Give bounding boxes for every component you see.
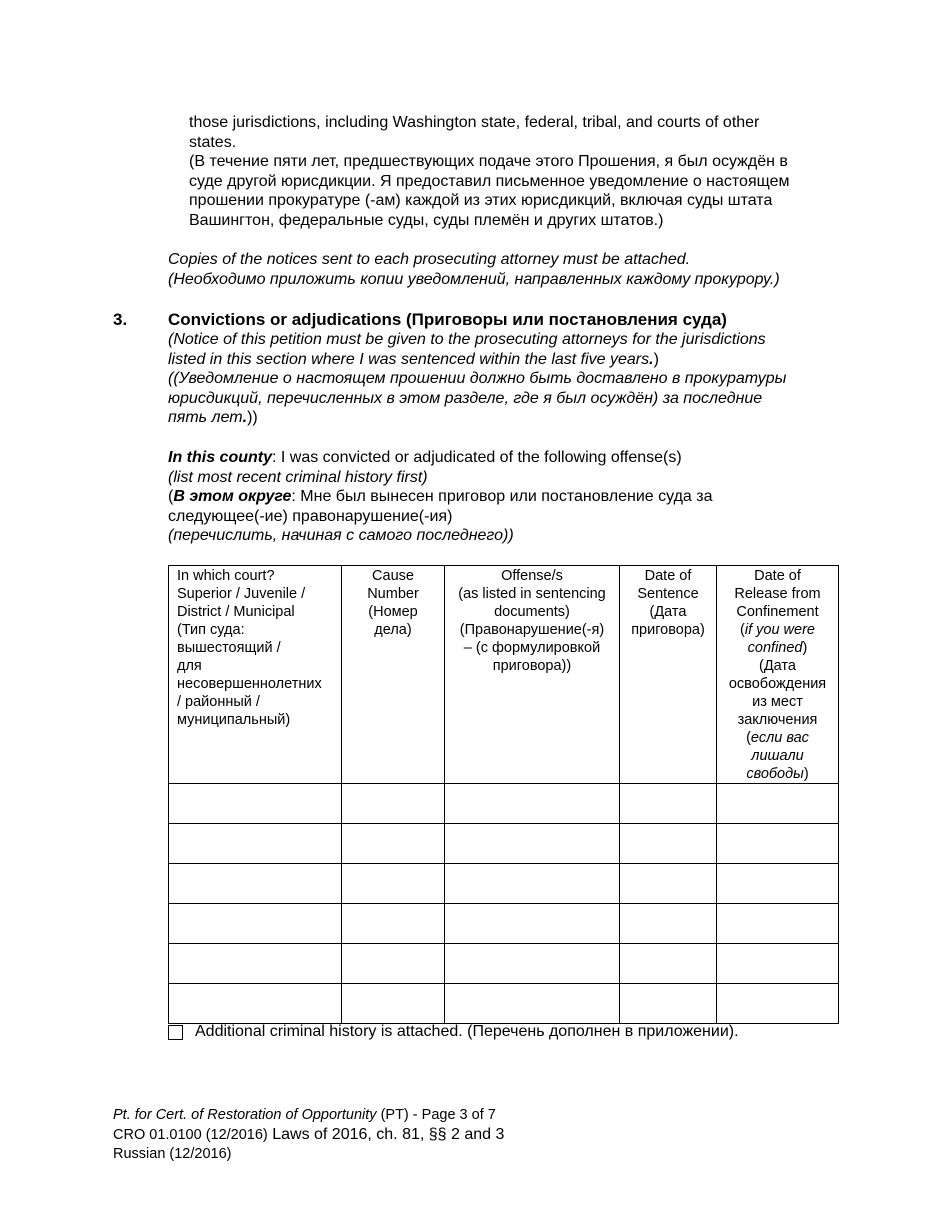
sentence-date-cell[interactable] [620,944,717,984]
county-label-ru: В этом округе [173,488,292,505]
convictions-table [168,565,839,1024]
footer-line-2: CRO 01.0100 (12/2016) Laws of 2016, ch. 81, §§ 2 and 3 [113,1126,505,1143]
table-row [169,904,839,944]
county-list-ru: (перечислить, начиная с самого последнего)) [168,527,514,544]
cause-number-cell[interactable] [342,944,445,984]
section-notice [168,330,858,428]
offense-cell[interactable] [445,984,620,1024]
table-row [169,944,839,984]
footer-line-1: Pt. for Cert. of Restoration of Opportunity (PT) - Page 3 of 7 [113,1107,496,1123]
county-ru-line-2: следующее(-ие) правонарушение(-ия) [168,507,453,525]
header-court: In which court? Superior / Juvenile / District / Municipal (Тип суда: вышестоящий / для несовершеннолетних / районный / муниципальный) [169,566,342,784]
sentence-date-cell[interactable] [620,864,717,904]
release-date-cell[interactable] [717,984,839,1024]
cause-number-cell[interactable] [342,904,445,944]
additional-history-option[interactable] [168,1022,868,1042]
release-date-cell[interactable] [717,904,839,944]
table-row [169,984,839,1024]
additional-history-checkbox[interactable] [168,1025,183,1040]
county-ru: (В этом округе: Мне был вынесен приговор или постановление суда за [168,488,713,505]
page-footer [113,1106,504,1164]
court-cell[interactable] [169,784,342,824]
intro-en-line-2: states. [189,133,237,151]
intro-paragraph [189,113,849,230]
sentence-date-cell[interactable] [620,824,717,864]
header-date-of-sentence: Date of Sentence (Дата приговора) [620,566,717,784]
release-date-cell[interactable] [717,824,839,864]
cause-number-cell[interactable] [342,784,445,824]
release-date-cell[interactable] [717,864,839,904]
header-date-of-release: Date of Release from Confinement (if you were confined) (Дата освобождения из мест заключения (если вас лишали свободы) [717,566,839,784]
sentence-date-cell[interactable] [620,904,717,944]
cause-number-cell[interactable] [342,864,445,904]
table-row [169,824,839,864]
cause-number-cell[interactable] [342,984,445,1024]
intro-ru-line-3: прошении прокуратуре (-ам) каждой из этих юрисдикций, включая суды штата [189,192,773,209]
notice-ru-line-2: юрисдикций, перечисленных в этом разделе, где я был осуждён) за последние [168,389,763,407]
table-header-row [169,566,839,784]
notice-ru-line-1: ((Уведомление о настоящем прошении должно быть доставлено в прокуратуры [168,370,787,387]
court-cell[interactable] [169,824,342,864]
county-en: In this county: I was convicted or adjudicated of the following offense(s) [168,449,682,466]
header-cause-number: Cause Number (Номер дела) [342,566,445,784]
footer-line-3: Russian (12/2016) [113,1146,232,1162]
copies-notice-en: Copies of the notices sent to each prosecuting attorney must be attached. [168,251,691,268]
court-cell[interactable] [169,984,342,1024]
notice-ru-line-3: пять лет.)) [168,409,258,426]
intro-ru-line-2: суде другой юрисдикции. Я предоставил письменное уведомление о настоящем [189,172,790,190]
offense-cell[interactable] [445,784,620,824]
copies-notice [168,250,868,289]
additional-history-label: Additional criminal history is attached. (Перечень дополнен в приложении). [195,1023,739,1040]
court-cell[interactable] [169,904,342,944]
intro-en-line-1: those jurisdictions, including Washington state, federal, tribal, and courts of other [189,114,760,131]
county-label-en: In this county [168,449,272,466]
offense-cell[interactable] [445,904,620,944]
section-title: Convictions or adjudications (Приговоры или постановления суда) [168,310,727,329]
release-date-cell[interactable] [717,784,839,824]
header-offense: Offense/s (as listed in sentencing documents) (Правонарушение(-я) – (с формулировкой приговора)) [445,566,620,784]
offense-cell[interactable] [445,824,620,864]
release-date-cell[interactable] [717,944,839,984]
offense-cell[interactable] [445,944,620,984]
county-statement [168,448,858,546]
intro-ru-line-4: Вашингтон, федеральные суды, суды племён и других штатов.) [189,211,664,229]
sentence-date-cell[interactable] [620,984,717,1024]
offense-cell[interactable] [445,864,620,904]
court-cell[interactable] [169,944,342,984]
intro-ru-line-1: (В течение пяти лет, предшествующих подаче этого Прошения, я был осуждён в [189,153,788,170]
section-number: 3. [113,310,128,329]
table-row [169,864,839,904]
sentence-date-cell[interactable] [620,784,717,824]
notice-en-line-1: (Notice of this petition must be given to the prosecuting attorneys for the jurisdictions [168,331,766,348]
county-list-en: (list most recent criminal history first) [168,468,428,486]
copies-notice-ru: (Необходимо приложить копии уведомлений, направленных каждому прокурору.) [168,270,780,288]
notice-en-line-2: listed in this section where I was sentenced within the last five years.) [168,350,659,368]
cause-number-cell[interactable] [342,824,445,864]
table-row [169,784,839,824]
court-cell[interactable] [169,864,342,904]
